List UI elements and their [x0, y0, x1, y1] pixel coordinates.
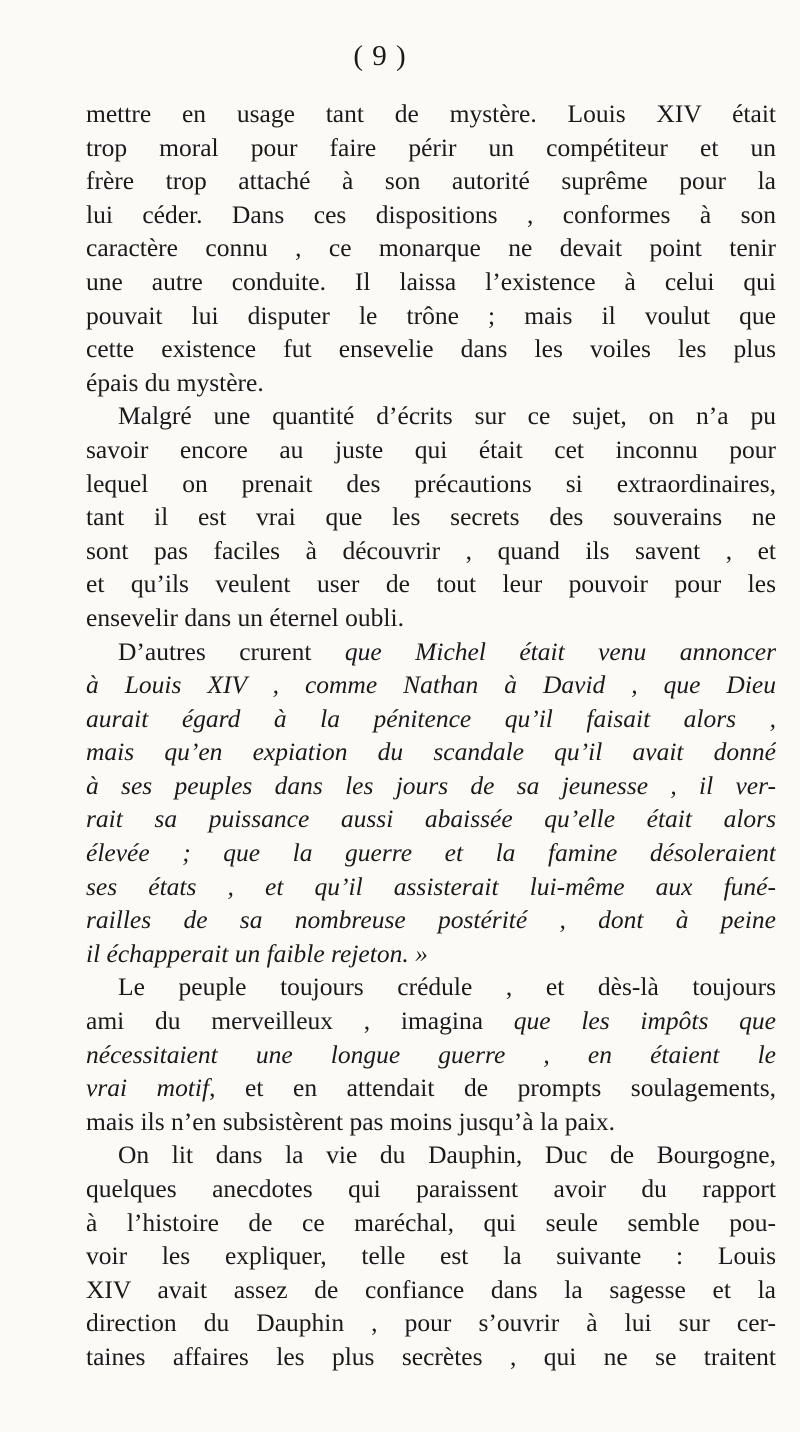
text-line: direction du Dauphin , pour s’ouvrir à lui sur cer-: [86, 1308, 776, 1338]
text-line: aurait égard à la pénitence qu’il faisait alors ,: [86, 703, 776, 733]
text-line: nécessitaient une longue guerre , en étaient le: [86, 1039, 776, 1069]
text-line: Malgré une quantité d’écrits sur ce sujet, on n’a pu: [118, 401, 776, 431]
text-line: lequel on prenait des précautions si extraordinaires,: [86, 468, 776, 498]
text-line: XIV avait assez de confiance dans la sagesse et la: [86, 1274, 776, 1304]
text-line: à l’histoire de ce maréchal, qui seule semble pou-: [86, 1207, 776, 1237]
text-line: élevée ; que la guerre et la famine désoleraient: [86, 838, 776, 868]
text-line: mettre en usage tant de mystère. Louis XIV était: [86, 99, 776, 128]
text-line: frère trop attaché à son autorité suprême pour la: [86, 166, 776, 196]
text-line: pouvait lui disputer le trône ; mais il voulut que: [86, 300, 776, 330]
text-line: voir les expliquer, telle est la suivante : Louis: [86, 1241, 776, 1271]
text-line: ensevelir dans un éternel oubli.: [86, 602, 404, 632]
text-line: à Louis XIV , comme Nathan à David , que Dieu: [86, 670, 776, 700]
text-line: savoir encore au juste qui était cet inconnu pour: [86, 434, 776, 464]
text-line: ses états , et qu’il assisterait lui-même aux funé-: [86, 871, 776, 901]
text-line: une autre conduite. Il laissa l’existence à celui qui: [86, 266, 776, 296]
text-line: lui céder. Dans ces dispositions , conformes à son: [86, 199, 776, 229]
text-line: il échapperait un faible rejeton. »: [86, 938, 428, 968]
text-line: rait sa puissance aussi abaissée qu’elle était alors: [86, 804, 776, 834]
text-line: quelques anecdotes qui paraissent avoir du rapport: [86, 1174, 776, 1203]
body-text: [86, 97, 776, 1374]
text-line: vrai motif, et en attendait de prompts soulagements,: [86, 1073, 776, 1103]
text-line: caractère connu , ce monarque ne devait point tenir: [86, 233, 776, 263]
text-line: trop moral pour faire périr un compétiteur et un: [86, 132, 776, 162]
text-line: On lit dans la vie du Dauphin, Duc de Bourgogne,: [118, 1140, 776, 1170]
text-line: sont pas faciles à découvrir , quand ils savent , et: [86, 535, 776, 565]
text-line: mais ils n’en subsistèrent pas moins jusqu’à la paix.: [86, 1106, 616, 1136]
text-line: railles de sa nombreuse postérité , dont à peine: [86, 905, 776, 935]
text-line: ami du merveilleux , imagina que les impôts que: [86, 1006, 776, 1036]
text-line: D’autres crurent que Michel était venu annoncer: [118, 636, 776, 666]
text-line: cette existence fut ensevelie dans les voiles les plus: [86, 334, 776, 364]
text-line: et qu’ils veulent user de tout leur pouvoir pour les: [86, 569, 776, 599]
text-line: taines affaires les plus secrètes , qui ne se traitent: [86, 1341, 776, 1371]
text-line: Le peuple toujours crédule , et dès-là toujours: [118, 972, 776, 1002]
text-line: tant il est vrai que les secrets des souverains ne: [86, 502, 776, 532]
text-line: à ses peuples dans les jours de sa jeunesse , il ver-: [86, 770, 776, 800]
page-number: ( 9 ): [353, 40, 407, 72]
text-line: épais du mystère.: [86, 367, 264, 397]
text-line: mais qu’en expiation du scandale qu’il avait donné: [86, 737, 776, 767]
